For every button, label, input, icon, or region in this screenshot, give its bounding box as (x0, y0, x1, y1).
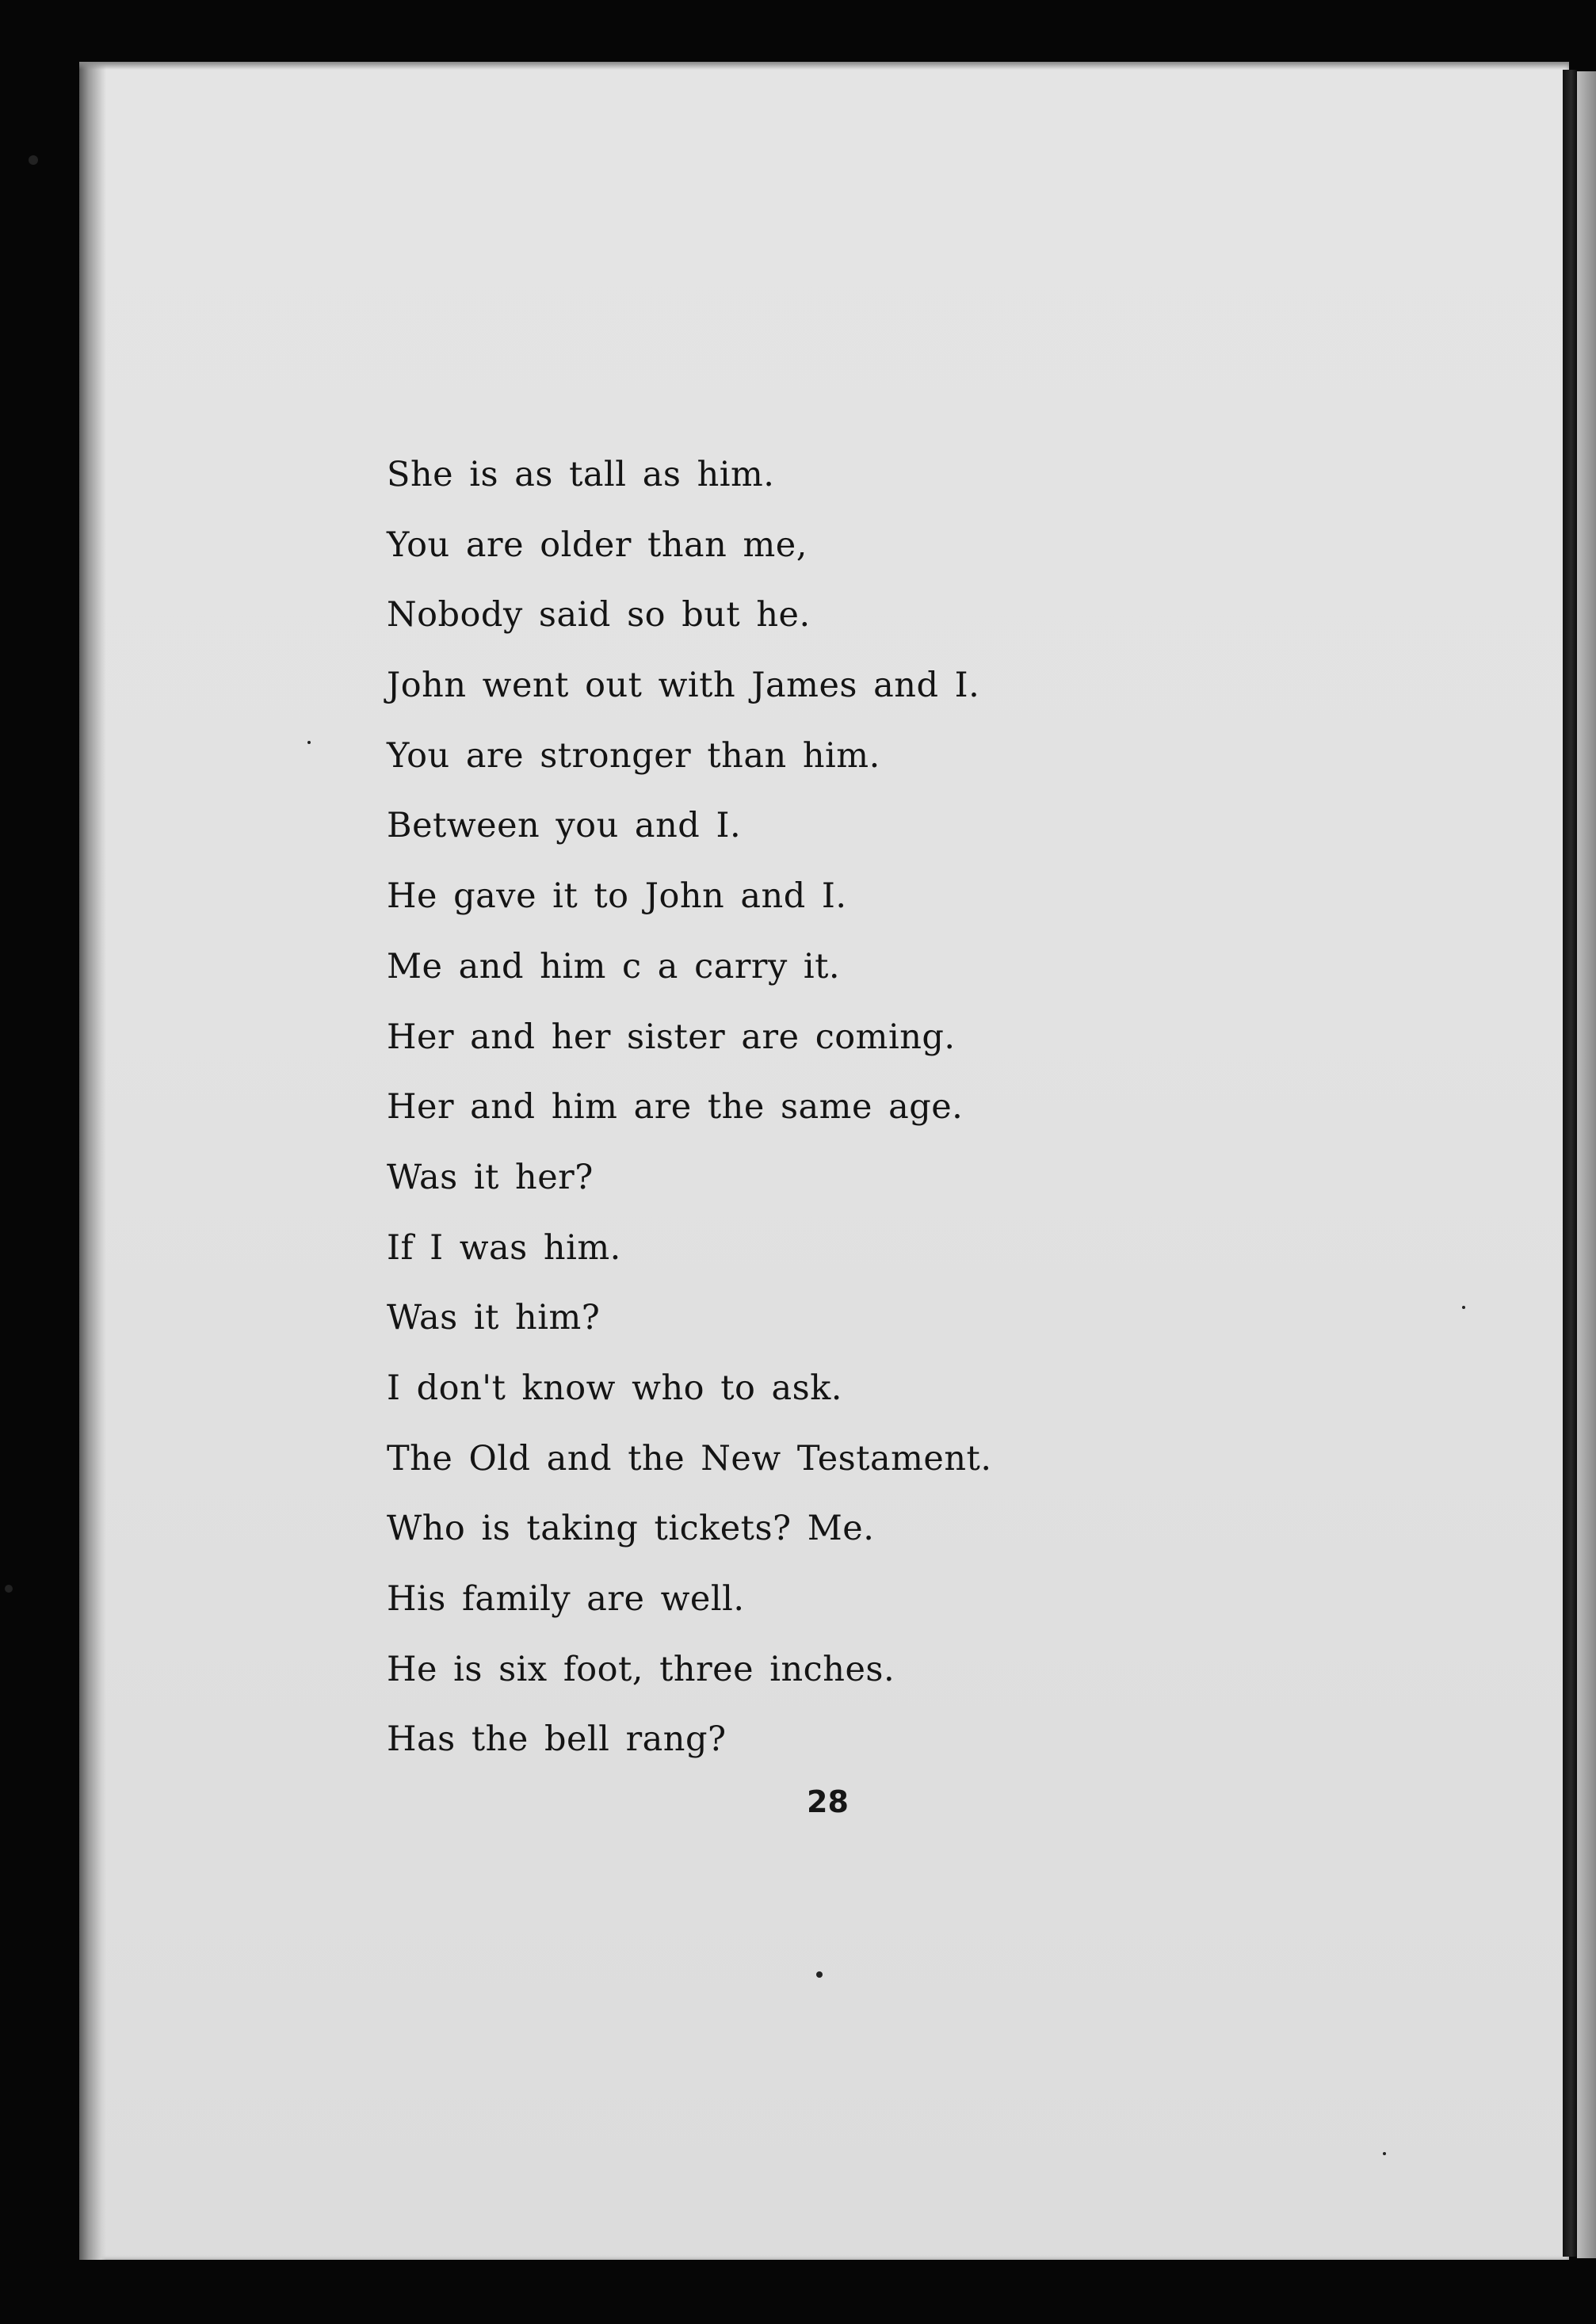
sentence-line: Has the bell rang? (387, 1719, 727, 1760)
page-number: 28 (807, 1784, 849, 1819)
sentence-line: She is as tall as him. (387, 455, 775, 494)
sentence-line: You are older than me, (387, 525, 808, 565)
ink-speck (1383, 2152, 1386, 2155)
sentence-line: He gave it to John and I. (387, 876, 847, 917)
ink-speck (5, 1585, 13, 1593)
ink-speck (816, 1971, 823, 1978)
sentence-line: Was it her? (387, 1157, 594, 1197)
ink-speck (1462, 1306, 1465, 1309)
sentence-line: The Old and the New Testament. (387, 1438, 992, 1479)
sentence-line: He is six foot, three inches. (387, 1649, 895, 1689)
sentence-line: I don't know who to ask. (387, 1368, 842, 1408)
facing-page-strip (1577, 71, 1596, 2258)
sentence-line: John went out with James and I. (387, 666, 980, 706)
sentence-line: His family are well. (387, 1579, 745, 1619)
sentence-list (387, 440, 1100, 1775)
sentence-line: Who is taking tickets? Me. (387, 1509, 875, 1549)
ink-speck (307, 741, 311, 744)
facing-page-edge (1563, 70, 1577, 2257)
sentence-line: Between you and I. (387, 806, 742, 846)
sentence-line: If I was him. (387, 1227, 621, 1268)
sentence-line: Her and him are the same age. (387, 1087, 964, 1128)
sentence-line: Was it him? (387, 1298, 601, 1338)
sentence-line: Nobody said so but he. (387, 595, 811, 635)
sentence-line: Me and him c a carry it. (387, 946, 841, 986)
sentence-line: Her and her sister are coming. (387, 1017, 956, 1057)
sentence-line: You are stronger than him. (387, 735, 880, 776)
ink-speck (29, 155, 38, 165)
